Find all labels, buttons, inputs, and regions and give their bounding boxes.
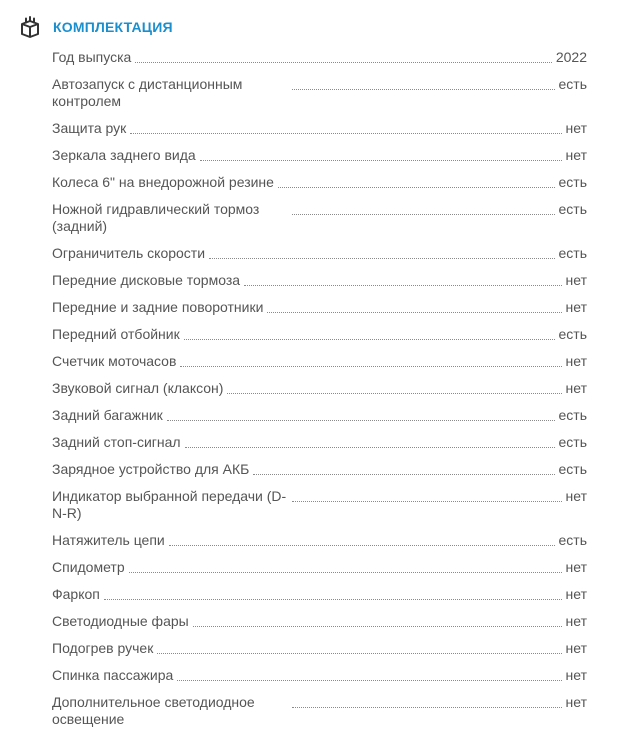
dot-leader: [185, 434, 555, 448]
spec-value: есть: [558, 201, 587, 217]
dot-leader: [200, 147, 562, 161]
spec-row: [52, 272, 587, 299]
spec-value: нет: [565, 299, 587, 315]
dot-leader: [278, 174, 555, 188]
spec-label: Передние дисковые тормоза: [52, 272, 241, 288]
spec-row: [52, 174, 587, 201]
spec-row: [52, 532, 587, 559]
dot-leader: [227, 380, 561, 394]
spec-row: [52, 640, 587, 667]
dot-leader: [267, 299, 561, 313]
spec-row: [52, 147, 587, 174]
dot-leader: [169, 532, 555, 546]
spec-row: [52, 380, 587, 407]
spec-value: нет: [565, 272, 587, 288]
spec-label: Индикатор выбранной передачи (D-N-R): [52, 488, 287, 521]
dot-leader: [244, 272, 562, 286]
dot-leader: [292, 76, 555, 90]
spec-value: нет: [565, 353, 587, 369]
dot-leader: [129, 559, 562, 573]
spec-label: Автозапуск с дистанционным контролем: [52, 76, 243, 109]
spec-value: нет: [565, 667, 587, 683]
spec-row: [52, 559, 587, 586]
spec-row: [52, 461, 587, 488]
dot-leader: [209, 245, 554, 259]
spec-label: Защита рук: [52, 120, 127, 136]
dot-leader: [292, 694, 562, 708]
package-box-icon: [18, 15, 42, 39]
spec-row: [52, 120, 587, 147]
spec-label: Передний отбойник: [52, 326, 180, 342]
spec-label: Натяжитель цепи: [52, 532, 165, 548]
spec-value: 2022: [555, 49, 587, 65]
spec-label: Спинка пассажира: [52, 667, 174, 683]
dot-leader: [130, 120, 561, 134]
section-header: [18, 14, 173, 40]
dot-leader: [292, 201, 555, 215]
spec-row: [52, 76, 587, 120]
spec-value: нет: [565, 147, 587, 163]
spec-label: Фаркоп: [52, 586, 100, 602]
spec-label: Дополнительное светодиодное освещение: [52, 694, 255, 727]
spec-row: [52, 326, 587, 353]
spec-value: нет: [565, 640, 587, 656]
spec-label: Зарядное устройство для АКБ: [52, 461, 250, 477]
spec-row: [52, 586, 587, 613]
spec-row: [52, 434, 587, 461]
spec-list: [52, 49, 587, 738]
spec-label: Ограничитель скорости: [52, 245, 206, 261]
dot-leader: [104, 586, 562, 600]
spec-row: [52, 613, 587, 640]
spec-row: [52, 245, 587, 272]
spec-row: [52, 49, 587, 76]
spec-row: [52, 488, 587, 532]
spec-row: [52, 353, 587, 380]
spec-label: Счетчик моточасов: [52, 353, 177, 369]
spec-label: Задний стоп-сигнал: [52, 434, 181, 450]
spec-row: [52, 694, 587, 738]
spec-label: Задний багажник: [52, 407, 163, 423]
spec-label: Ножной гидравлический тормоз (задний): [52, 201, 260, 234]
spec-row: [52, 667, 587, 694]
dot-leader: [180, 353, 561, 367]
spec-value: есть: [558, 532, 587, 548]
spec-value: есть: [558, 76, 587, 92]
spec-label: Спидометр: [52, 559, 125, 575]
dot-leader: [135, 49, 552, 63]
spec-label: Подогрев ручек: [52, 640, 154, 656]
spec-value: нет: [565, 694, 587, 710]
spec-value: есть: [558, 407, 587, 423]
spec-value: нет: [565, 613, 587, 629]
dot-leader: [253, 461, 554, 475]
spec-value: есть: [558, 434, 587, 450]
section-title: КОМПЛЕКТАЦИЯ: [53, 19, 173, 35]
dot-leader: [157, 640, 561, 654]
spec-label: Колеса 6" на внедорожной резине: [52, 174, 274, 190]
dot-leader: [292, 488, 562, 502]
spec-value: нет: [565, 559, 587, 575]
spec-value: есть: [558, 326, 587, 342]
spec-label: Передние и задние поворотники: [52, 299, 264, 315]
spec-label: Зеркала заднего вида: [52, 147, 196, 163]
dot-leader: [167, 407, 555, 421]
spec-label: Светодиодные фары: [52, 613, 189, 629]
spec-value: нет: [565, 120, 587, 136]
spec-label: Год выпуска: [52, 49, 132, 65]
spec-label: Звуковой сигнал (клаксон): [52, 380, 224, 396]
spec-value: нет: [565, 380, 587, 396]
dot-leader: [177, 667, 561, 681]
spec-row: [52, 299, 587, 326]
spec-value: есть: [558, 461, 587, 477]
spec-value: нет: [565, 488, 587, 504]
spec-row: [52, 407, 587, 434]
dot-leader: [184, 326, 555, 340]
spec-row: [52, 201, 587, 245]
dot-leader: [193, 613, 562, 627]
spec-value: есть: [558, 174, 587, 190]
spec-value: есть: [558, 245, 587, 261]
spec-value: нет: [565, 586, 587, 602]
